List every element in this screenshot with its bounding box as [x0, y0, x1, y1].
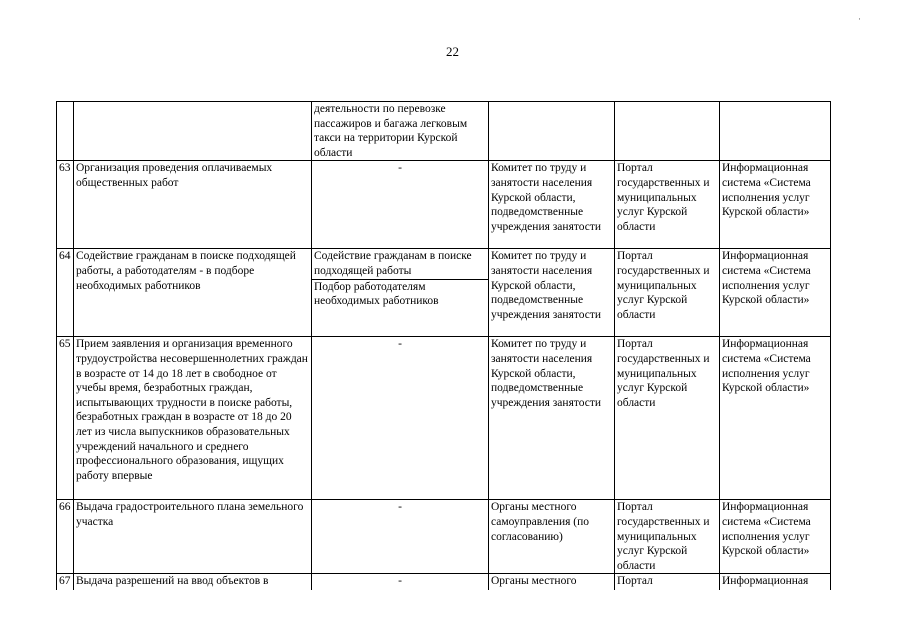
subservices-cell: [312, 249, 489, 337]
information-system: [720, 102, 831, 161]
information-system: Информационная система «Система исполнения услуг Курской области»: [720, 337, 831, 500]
table-row: [57, 102, 831, 161]
subservice: -: [398, 501, 402, 514]
subservices-cell: [312, 102, 489, 161]
information-system: Информационная система «Система исполнения услуг Курской области»: [720, 161, 831, 249]
portal: [615, 102, 720, 161]
service-name: Содействие гражданам в поиске подходящей работы, а работодателям - в подборе необходимых работников: [74, 249, 312, 337]
agency: Органы местного: [489, 574, 615, 590]
row-number: 67: [57, 574, 74, 590]
service-name: Прием заявления и организация временного трудоустройства несовершеннолетних граждан в возрасте от 14 до 18 лет в свободное от учебы время, безработных граждан, испытывающих трудности в поиске работы, безработных граждан в возрасте от 18 до 20 лет из числа выпускников образовательных учреждений начального и среднего профессионального образования, ищущих работу впервые: [74, 337, 312, 500]
subservices-cell: [312, 500, 489, 574]
subservice: деятельности по перевозке пассажиров и багажа легковым такси на территории Курской области: [314, 103, 468, 159]
subservice: -: [398, 575, 402, 588]
subservice: Содействие гражданам в поиске подходящей работы: [314, 250, 472, 277]
subservices-cell: [312, 337, 489, 500]
portal: Портал: [615, 574, 720, 590]
agency: Комитет по труду и занятости населения Курской области, подведомственные учреждения занятости: [489, 337, 615, 500]
page-number: 22: [446, 44, 459, 59]
agency: Органы местного самоуправления (по согласованию): [489, 500, 615, 574]
portal: Портал государственных и муниципальных услуг Курской области: [615, 337, 720, 500]
row-number: 64: [57, 249, 74, 337]
table-row: [57, 574, 831, 590]
subservices-cell: [312, 161, 489, 249]
portal: Портал государственных и муниципальных услуг Курской области: [615, 161, 720, 249]
service-name: Выдача разрешений на ввод объектов в: [74, 574, 312, 590]
subservices-cell: [312, 574, 489, 590]
agency: Комитет по труду и занятости населения Курской области, подведомственные учреждения занятости: [489, 161, 615, 249]
row-number: 63: [57, 161, 74, 249]
service-name: [74, 102, 312, 161]
service-name: Выдача градостроительного плана земельного участка: [74, 500, 312, 574]
table-row: [57, 500, 831, 574]
portal: Портал государственных и муниципальных услуг Курской области: [615, 249, 720, 337]
information-system: Информационная система «Система исполнения услуг Курской области»: [720, 500, 831, 574]
service-name: Организация проведения оплачиваемых общественных работ: [74, 161, 312, 249]
subservice: -: [398, 338, 402, 351]
stray-mark: ·: [858, 14, 861, 24]
row-number: 66: [57, 500, 74, 574]
table-row: [57, 161, 831, 249]
portal: Портал государственных и муниципальных услуг Курской области: [615, 500, 720, 574]
table-row: [57, 337, 831, 500]
agency: [489, 102, 615, 161]
information-system: Информационная система «Система исполнения услуг Курской области»: [720, 249, 831, 337]
row-number: 65: [57, 337, 74, 500]
information-system: Информационная: [720, 574, 831, 590]
subservice: Подбор работодателям необходимых работников: [312, 279, 488, 309]
row-number: [57, 102, 74, 161]
table-row: [57, 249, 831, 337]
services-table: [56, 101, 831, 590]
subservice: -: [398, 162, 402, 175]
agency: Комитет по труду и занятости населения Курской области, подведомственные учреждения занятости: [489, 249, 615, 337]
